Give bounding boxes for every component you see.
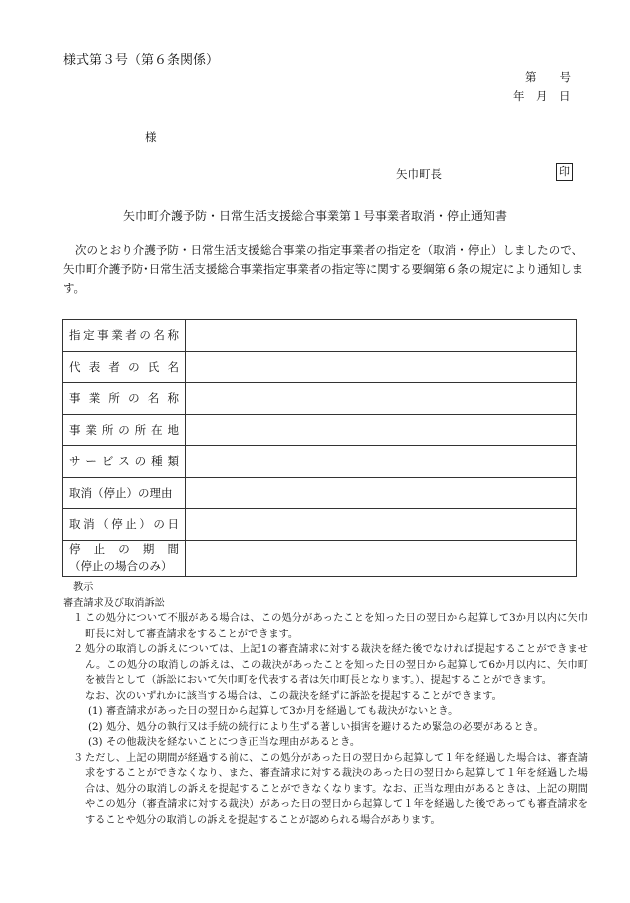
- item-number: ３: [73, 752, 84, 764]
- item-text: 処分、処分の執行又は手続の続行により生ずる著しい損害を避けるため緊急の必要があるとき。: [106, 721, 544, 733]
- document-date: 年 月 日: [513, 89, 571, 103]
- row-value[interactable]: [186, 320, 577, 352]
- table-row: [63, 383, 577, 415]
- document-title: 矢巾町介護予防・日常生活支援総合事業第１号事業者取消・停止通知書: [122, 209, 507, 223]
- row-value[interactable]: [186, 540, 577, 576]
- row-value[interactable]: [186, 351, 577, 383]
- note-text: なお、次のいずれかに該当する場合は、この裁決を経ずに訴訟を提起することができます。: [85, 690, 502, 702]
- row-label: 代表者の氏名: [63, 351, 186, 383]
- item-number: (3): [88, 737, 103, 748]
- row-label: 事業所の所在地: [63, 414, 186, 446]
- list-item: [63, 720, 588, 736]
- instructions-section: [63, 580, 588, 828]
- item-text: 処分の取消しの訴えについては、上記1の審査請求に対する裁決を経た後でなければ提起することができません。この処分の取消しの訴えは、この裁決があったことを知った日の翌日から起算して6か月以内に、矢巾町を被告として（訴訟において矢巾町を代表する者は矢巾町長となります。）、提起することができます。: [85, 644, 588, 686]
- intro-paragraph: 次のとおり介護予防・日常生活支援総合事業の指定事業者の指定を（取消・停止）しましたので、矢巾町介護予防･日常生活支援総合事業指定事業者の指定等に関する要綱第６条の規定により通知します。: [63, 243, 583, 295]
- list-item: [63, 704, 588, 720]
- row-value[interactable]: [186, 383, 577, 415]
- list-item: [63, 642, 588, 689]
- instructions-heading: 教示: [73, 582, 94, 593]
- row-label: サービスの種類: [63, 446, 186, 478]
- row-value[interactable]: [186, 446, 577, 478]
- addressee: 様: [145, 130, 157, 144]
- table-row: [63, 477, 577, 509]
- item-number: (2): [88, 721, 103, 733]
- item-text: ただし、上記の期間が経過する前に、この処分があった日の翌日から起算して１年を経過した場合は、審査請求をすることができなくなり、また、審査請求に対する裁決のあった日の翌日から起算して１年を経過した場合は、処分の取消しの訴えを提起することができなくなります。なお、正当な理由があるときは、上記の期間やこの処分（審査請求に対する裁決）があった日の翌日から起算して１年を経過した後であっても審査請求をすることや処分の取消しの訴えを提起することが認められる場合があります。: [85, 752, 588, 826]
- row-label: 取消（停止）の日: [63, 509, 186, 541]
- row-label: 指定事業者の名称: [63, 320, 186, 352]
- item-number: ２: [73, 644, 84, 655]
- table-row: [63, 414, 577, 446]
- document-number: 第 号: [525, 70, 571, 84]
- info-table: [62, 319, 577, 577]
- seal-stamp: 印: [556, 163, 573, 181]
- table-row: [63, 446, 577, 478]
- row-value[interactable]: [186, 477, 577, 509]
- row-value[interactable]: [186, 509, 577, 541]
- item-number: (1): [88, 706, 103, 717]
- table-row: [63, 320, 577, 352]
- item-text: その他裁決を経ないことにつき正当な理由があるとき。: [106, 737, 361, 748]
- row-label: 取消（停止）の理由: [63, 477, 186, 509]
- issuer-name: 矢巾町長: [396, 167, 442, 181]
- row-label: 事業所の名称: [63, 383, 186, 415]
- table-row: [63, 351, 577, 383]
- item-text: この処分について不服がある場合は、この処分があったことを知った日の翌日から起算して3か月以内に矢巾町長に対して審査請求をすることができます。: [85, 613, 588, 640]
- item-number: １: [73, 613, 84, 624]
- list-item: [63, 611, 588, 642]
- list-item: [63, 751, 588, 829]
- item-text: 審査請求があった日の翌日から起算して3か月を経過しても裁決がないとき。: [106, 706, 459, 717]
- table-row: [63, 509, 577, 541]
- list-item: [63, 735, 588, 751]
- instructions-subheading: 審査請求及び取消訴訟: [63, 597, 165, 609]
- row-label: 停止の期間 （停止の場合のみ）: [63, 540, 186, 576]
- row-value[interactable]: [186, 414, 577, 446]
- form-label: 様式第３号（第６条関係）: [63, 53, 220, 68]
- table-row: [63, 540, 577, 576]
